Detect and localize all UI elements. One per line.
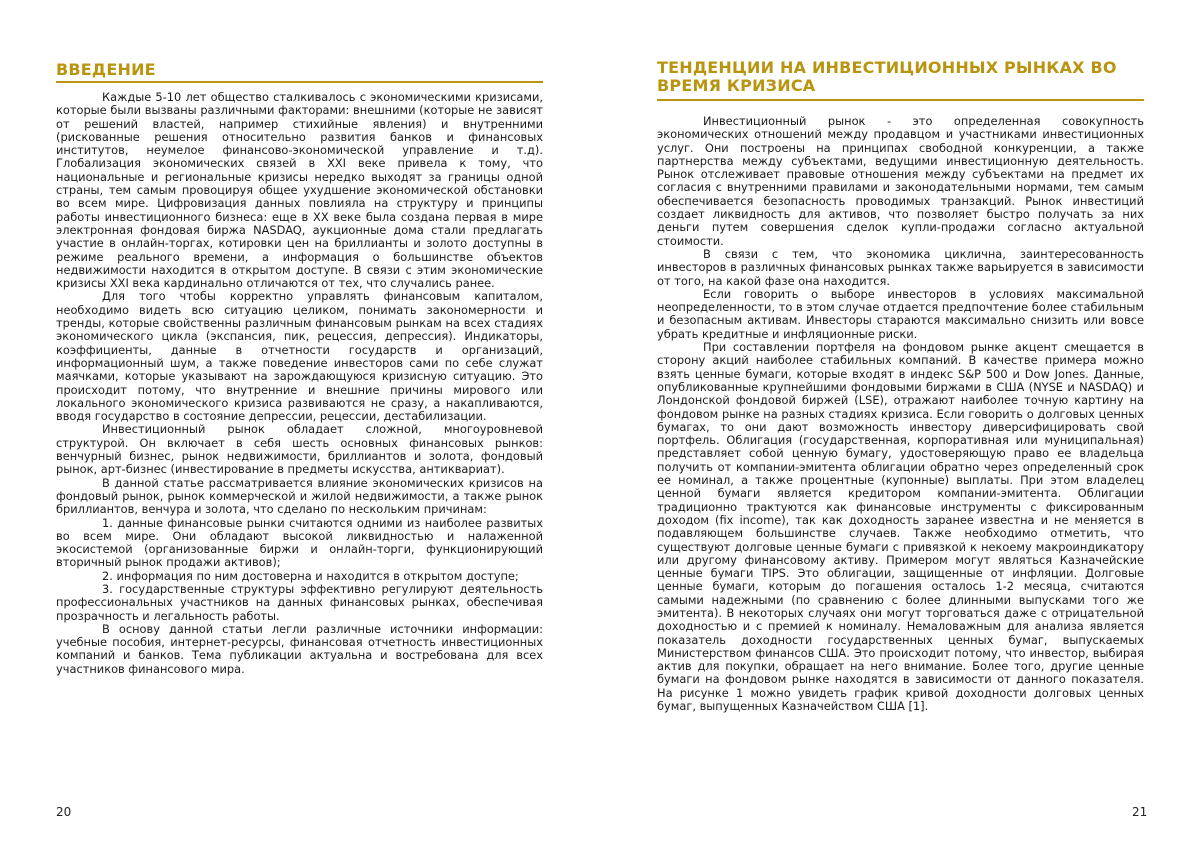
right-body-text [657, 115, 1144, 713]
heading-underline [657, 99, 1144, 101]
paragraph: Для того чтобы корректно управлять финансовым капиталом, необходимо видеть всю ситуацию целиком, понимать закономерности и тренды, которые свойственны различным финансовым рынкам на всех стадиях экономического цикла (экспансия, пик, рецессия, депрессия). Индикаторы, коэффициенты, данные в отчетности государств и организаций, информационный шум, а также поведение инвесторов сами по себе служат маячками, которые указывают на зарождающуюся кризисную ситуацию. Это происходит потому, что внутренние и внешние причины мирового или локального экономического кризиса развиваются не сразу, а накапливаются, вводя государство в состояние депрессии, рецессии, дестабилизации. [56, 289, 543, 424]
heading-underline [56, 81, 543, 83]
paragraph: Если говорить о выборе инвесторов в условиях максимальной неопределенности, то в этом случае отдается предпочтение более стабильным и безопасным активам. Инвесторы стараются максимально снизить или вовсе убрать кредитные и инфляционные риски. [657, 286, 1144, 341]
heading-line: ТЕНДЕНЦИИ НА ИНВЕСТИЦИОННЫХ РЫНКАХ ВО [657, 58, 1117, 77]
paragraph: Инвестиционный рынок обладает сложной, многоуровневой структурой. Он включает в себя шесть основных финансовых рынков: венчурный бизнес, рынок недвижимости, бриллиантов и золота, фондовый рынок, арт-бизнес (инвестирование в предметы искусства, антиквариат). [56, 422, 543, 477]
paragraph: Каждые 5-10 лет общество сталкивалось с экономическими кризисами, которые были вызваны различными факторами: внешними (которые не зависят от решений властей, например стихийные явления) и внутренними (рискованные решения относительно развития банков и финансовых институтов, неумелое финансово-экономической управление и т.д). Глобализация экономических связей в XXI веке привела к тому, что национальные и региональные кризисы нередко выходят за границы одной страны, тем самым провоцируя общее ухудшение экономической обстановки во всем мире. Цифровизация данных повлияла на структуру и принципы работы инвестиционного бизнеса: еще в XX веке была создана первая в мире электронная фондовая биржа NASDAQ, аукционные дома стали предлагать участие в онлайн-торгах, котировки цен на бриллианты и золото доступны в режиме реального времени, а информация о большинстве объектов недвижимости находится в открытом доступе. В связи с этим экономические кризисы XXI века кардинально отличаются от тех, что случались ранее. [56, 90, 543, 291]
left-body-text [56, 91, 543, 676]
list-item: 1. данные финансовые рынки считаются одними из наиболее развитых во всем мире. Они обладают высокой ликвидностью и налаженной экосистемой (организованные биржи и онлайн-торги, функционирующий вторичный рынок продажи активов); [56, 515, 543, 570]
paragraph: В основу данной статьи легли различные источники информации: учебные пособия, интернет-ресурсы, финансовая отчетность инвестиционных компаний и банков. Тема публикации актуальна и востребована для всех участников финансового мира. [56, 621, 543, 676]
heading-line: ВРЕМЯ КРИЗИСА [657, 76, 816, 95]
right-page [600, 0, 1200, 849]
list-item: 3. государственные структуры эффективно регулируют деятельность профессиональных участников на данных финансовых рынках, обеспечивая прозрачность и легальность работы. [56, 581, 543, 623]
paragraph: При составлении портфеля на фондовом рынке акцент смещается в сторону акций наиболее стабильных компаний. В качестве примера можно взять ценные бумаги, которые входят в индекс S&P 500 и Dow Jones. Данные, опубликованные крупнейшими фондовыми биржами в США (NYSE и NASDAQ) и Лондонской фондовой биржей (LSE), отражают наиболее точную картину на фондовом рынке на разных стадиях кризиса. Если говорить о долговых ценных бумагах, то они дают возможность инвестору диверсифицировать свой портфель. Облигация (государственная, корпоративная или муниципальная) представляет собой ценную бумагу, удостоверяющую право ее владельца получить от компании-эмитента облигации обратно через определенный срок ее номинал, а также процентные (купонные) выплаты. При этом владелец ценной бумаги является кредитором компании-эмитента. Облигации традиционно трактуются как финансовые инструменты с фиксированным доходом (fix income), так как доходность заранее известна и не меняется в подавляющем большинстве случаев. Также необходимо отметить, что существуют долговые ценные бумаги с привязкой к некоему макроиндикатору или другому финансовому активу. Примером могут являться Казначейские ценные бумаги TIPS. Это облигации, защищенные от инфляции. Долговые ценные бумаги, которым до погашения осталось 1-2 месяца, считаются самыми надежными (по сравнению с более длинными выпусками того же эмитента). В некоторых случаях они могут торговаться даже с отрицательной доходностью и с премией к номиналу. Немаловажным для анализа является показатель доходности государственных ценных бумаг, выпускаемых Министерством финансов США. Это происходит потому, что инвестор, выбирая актив для покупки, обращает на него внимание. Более того, другие ценные бумаги на фондовом рынке находятся в зависимости от данного показателя. На рисунке 1 можно увидеть график кривой доходности долговых ценных бумаг, выпущенных Казначейством США [1]. [657, 340, 1144, 714]
section-heading-introduction: ВВЕДЕНИЕ [56, 60, 156, 79]
section-heading-trends [657, 59, 1147, 95]
list-item: 2. информация по ним достоверна и находится в открытом доступе; [102, 568, 519, 583]
page-number: 20 [56, 805, 72, 819]
paragraph: Инвестиционный рынок - это определенная совокупность экономических отношений между продавцом и участниками инвестиционных услуг. Они построены на принципах свободной конкуренции, а также партнерства между субъектами, ведущими инвестиционную деятельность. Рынок отслеживает правовые отношения между субъектами на предмет их согласия с внутренними правилами и законодательными нормами, тем самым обеспечивается безопасность проводимых транзакций. Рынок инвестиций создает ликвидность для активов, что позволяет быстро получать за них деньги путем совершения сделок купли-продажи согласно актуальной стоимости. [657, 114, 1144, 248]
paragraph: В связи с тем, что экономика циклична, заинтересованность инвесторов в различных финансовых рынках также варьируется в зависимости от того, на какой фазе она находится. [657, 246, 1144, 288]
page-number: 21 [1132, 805, 1148, 819]
paragraph: В данной статье рассматривается влияние экономических кризисов на фондовый рынок, рынок коммерческой и жилой недвижимости, а также рынок бриллиантов, венчура и золота, что сделано по нескольким причинам: [56, 475, 543, 517]
